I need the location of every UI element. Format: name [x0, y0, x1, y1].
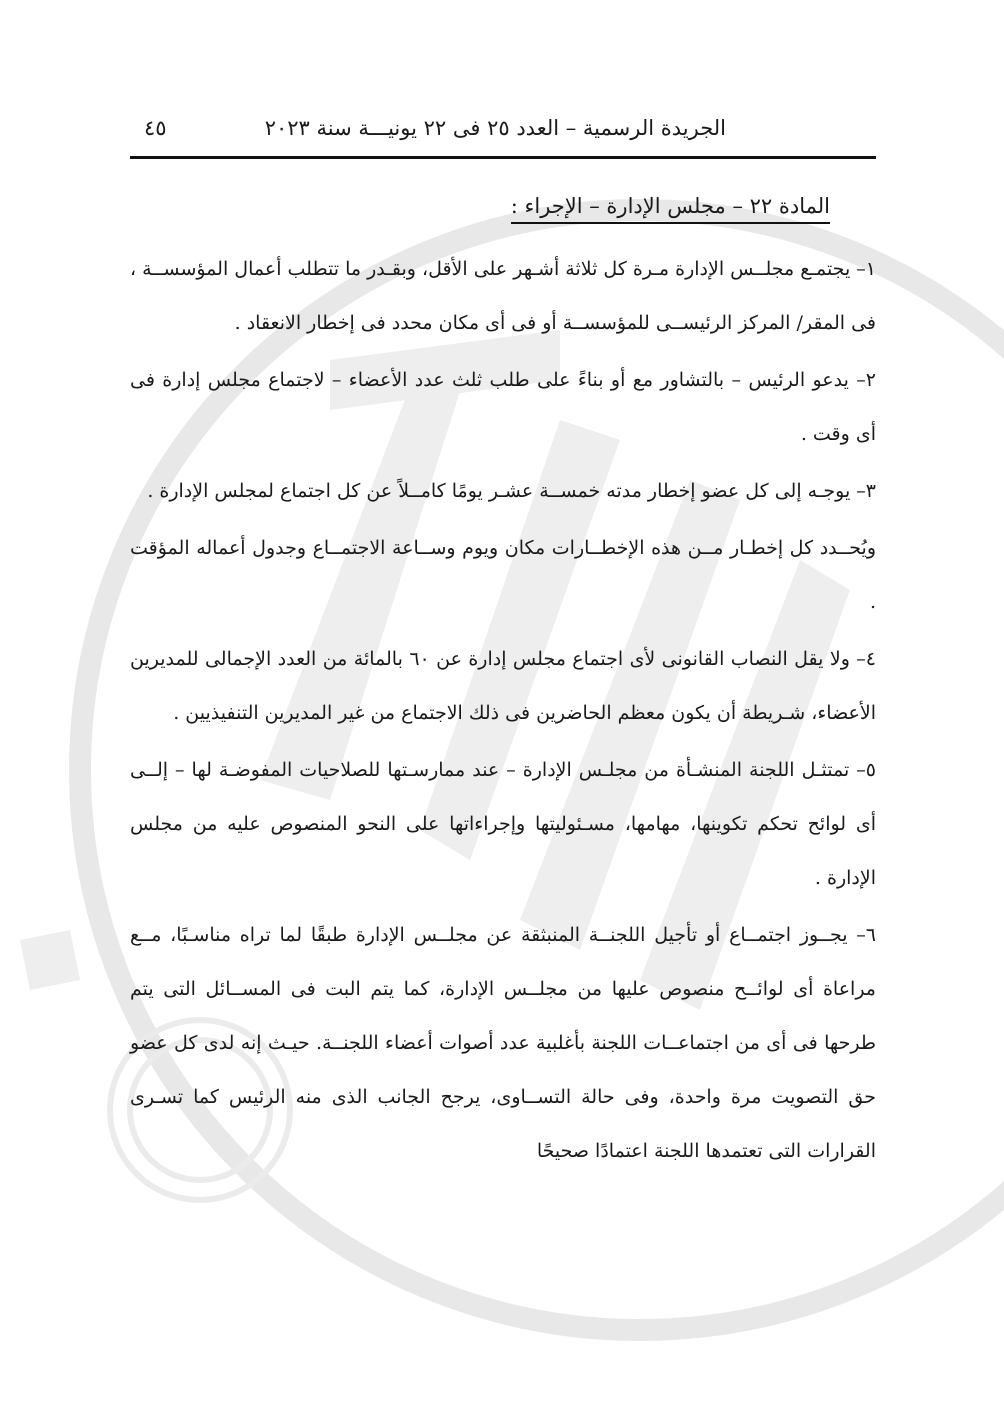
paragraph-3-notice: ويُحــدد كل إخطـار مــن هذه الإخطــارات مكان ويوم وســاعة الاجتمــاع وجدول أعماله المؤقت . [130, 537, 876, 613]
page-header [130, 112, 876, 159]
paragraph-2: ٢– يدعو الرئيس – بالتشاور مع أو بناءً على طلب ثلث عدد الأعضاء – لاجتماع مجلس إدارة فى أى وقت . [130, 369, 876, 445]
paragraph-5: ٥– تمتثـل اللجنة المنشـأة من مجلـس الإدارة – عند ممارسـتها للصلاحيات المفوضـة لها – إلــى أى لوائح تحكم تكوينها، مهامها، مسـئوليتها وإجراءاتها على النحو المنصوص عليه من مجلس الإدارة . [130, 759, 876, 889]
article-heading: المادة ٢٢ – مجلس الإدارة – الإجراء : [511, 194, 830, 224]
paragraph-4: ٤– ولا يقل النصاب القانونى لأى اجتماع مجلس إدارة عن ٦٠ بالمائة من العدد الإجمالى للمديرين الأعضاء، شـريطة أن يكون معظم الحاضرين فى ذلك الاجتماع من غير المديرين التنفيذيين . [130, 648, 876, 724]
paragraph-3: ٣– يوجـه إلى كل عضو إخطار مدته خمســة عشـر يومًا كامــلاً عن كل اجتماع لمجلس الإدارة . [147, 480, 876, 502]
page-number: ٤٥ [144, 116, 167, 140]
article-body [130, 242, 876, 1181]
paragraph-1: ١– يجتمـع مجلــس الإدارة مـرة كل ثلاثة أشـهر على الأقل، وبقـدر ما تتطلب أعمال المؤسســة ، فى المقر/ المركز الرئيســى للمؤسســة أو فى أى مكان محدد فى إخطار الانعقاد . [130, 258, 876, 334]
gazette-title: الجريدة الرسمية – العدد ٢٥ فى ٢٢ يونيـــة سنة ٢٠٢٣ [264, 116, 726, 140]
paragraph-6: ٦– يجــوز اجتمــاع أو تأجيل اللجنــة المنبثقة عن مجلــس الإدارة طبقًا لما تراه مناسـبًا، مــع مراعاة أى لوائــح منصوص عليها من مجلــس الإدارة، كما يتم البت فى المســائل التى يتم طرحها فى أى من اجتماعــات اللجنة بأغلبية عدد أصوات أعضاء اللجنــة. حيـث إنه لدى كل عضو حق التصويت مرة واحدة، وفى حالة التســاوى، يرجح الجانب الذى منه الرئيس كما تسـرى القرارات التى تعتمدها اللجنة اعتمادًا صحيحًا [130, 924, 876, 1162]
